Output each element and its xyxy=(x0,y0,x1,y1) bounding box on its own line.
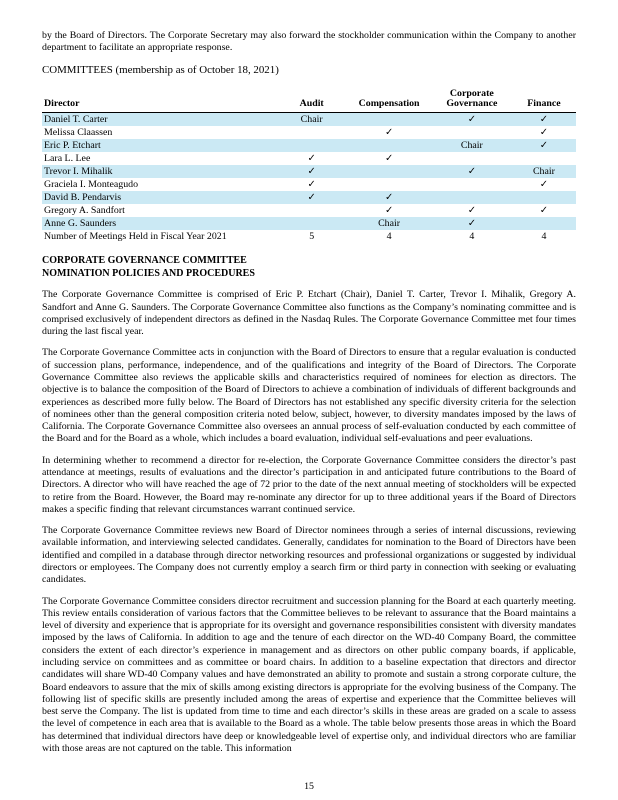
table-row xyxy=(42,113,576,127)
compensation-cell xyxy=(346,178,431,191)
header-audit: Audit xyxy=(277,89,346,113)
governance-cell: Chair xyxy=(460,140,483,152)
compensation-cell: ✓ xyxy=(384,192,394,204)
audit-cell xyxy=(277,139,346,152)
compensation-cell xyxy=(346,139,431,152)
section-heading-line1: CORPORATE GOVERNANCE COMMITTEE xyxy=(42,255,247,267)
section-heading-line2: NOMINATION POLICIES AND PROCEDURES xyxy=(42,267,255,279)
director-name-cell: David B. Pendarvis xyxy=(44,192,122,204)
director-name-cell: Gregory A. Sandfort xyxy=(44,205,125,217)
committees-heading: COMMITTEES (membership as of October 18, 2021) xyxy=(42,63,279,76)
compensation-cell: ✓ xyxy=(384,153,394,165)
meetings-label-cell: Number of Meetings Held in Fiscal Year 2021 xyxy=(44,231,227,243)
header-finance: Finance xyxy=(512,89,576,113)
table-row xyxy=(42,204,576,217)
governance-meetings-cell: 4 xyxy=(469,231,475,243)
finance-cell xyxy=(512,152,576,165)
meetings-row xyxy=(42,230,576,243)
director-name-cell: Lara L. Lee xyxy=(44,153,91,165)
header-governance-line1: Corporate xyxy=(449,87,494,99)
director-name-cell: Daniel T. Carter xyxy=(44,114,108,126)
header-director: Director xyxy=(42,89,277,113)
page-number: 15 xyxy=(304,781,314,792)
table-row xyxy=(42,178,576,191)
audit-cell: ✓ xyxy=(307,179,316,191)
director-name-cell: Anne G. Saunders xyxy=(44,218,117,230)
audit-cell xyxy=(277,204,346,217)
compensation-meetings-cell: 4 xyxy=(386,231,392,243)
paragraph-3: In determining whether to recommend a director for re-election, the Corporate Governance Committee considers the director’s past attendance at meetings, results of evaluations and the director’s participation in and anticipated future contributions to the Board of Directors. A director who will have reached the age of 72 prior to the date of the next annual meeting of stockholders will be expected to retire from the Board. However, the Board may re-nominate any director for up to three additional years if the Board of Directors makes a specific finding that relevant circumstances warrant continued service. xyxy=(42,454,576,515)
compensation-cell xyxy=(346,165,431,178)
director-name-cell: Eric P. Etchart xyxy=(44,140,101,152)
finance-meetings-cell: 4 xyxy=(541,231,547,243)
paragraph-4: The Corporate Governance Committee reviews new Board of Director nominees through a series of internal discussions, reviewing available information, and interviewing selected candidates. Generally, candidates for nomination to the Board of Directors have been identified and compiled in a database through director networking resources and professional organizations or suggested by individual directors or employees. The Company does not currently employ a search firm or third party in connection with seeking or evaluating candidates. xyxy=(42,525,576,586)
finance-cell: ✓ xyxy=(539,127,549,139)
header-corporate-governance xyxy=(432,89,512,113)
table-row xyxy=(42,139,576,152)
paragraph-2: The Corporate Governance Committee acts in conjunction with the Board of Directors to ensure that a regular evaluation is conducted of succession plans, performance, independence, and of the qualifications and integrity of the Board of Directors. The Corporate Governance Committee also reviews the applicable skills and characteristics required of nominees for election as directors. The objective is to balance the composition of the Board of Directors to achieve a combination of individuals of different backgrounds and experiences as described more fully below. The Board of Directors has not established any specific diversity criteria for the selection of nominees other than the general composition criteria noted below, subject, however, to diversity mandates imposed by the laws of California. The Corporate Governance Committee also oversees an annual process of self-evaluation conducted by each committee of the Board and for the Board as a whole, which includes a board evaluation, individual self-evaluations and peer evaluations. xyxy=(42,347,576,445)
table-row xyxy=(42,152,576,165)
governance-cell xyxy=(432,152,512,165)
compensation-cell: ✓ xyxy=(384,205,394,217)
audit-cell xyxy=(277,217,346,230)
finance-cell: ✓ xyxy=(539,114,549,126)
header-compensation: Compensation xyxy=(346,89,431,113)
governance-cell: ✓ xyxy=(467,218,476,230)
director-name-cell: Graciela I. Monteagudo xyxy=(44,179,139,191)
finance-cell: ✓ xyxy=(539,179,549,191)
governance-cell: ✓ xyxy=(467,166,476,178)
intro-paragraph: by the Board of Directors. The Corporate Secretary may also forward the stockholder communication within the Company to another department to facilitate an appropriate response. xyxy=(42,30,576,54)
table-row xyxy=(42,217,576,230)
audit-cell: ✓ xyxy=(307,192,316,204)
director-name-cell: Melissa Claassen xyxy=(44,127,113,139)
table-row xyxy=(42,165,576,178)
governance-cell xyxy=(432,178,512,191)
finance-cell: ✓ xyxy=(539,140,549,152)
audit-cell: ✓ xyxy=(307,153,316,165)
governance-cell: ✓ xyxy=(467,205,476,217)
governance-cell xyxy=(432,126,512,139)
audit-meetings-cell: 5 xyxy=(309,231,315,243)
compensation-cell: Chair xyxy=(378,218,401,230)
section-heading xyxy=(42,255,576,280)
header-governance-line2: Governance xyxy=(446,98,498,110)
table-row xyxy=(42,126,576,139)
finance-cell xyxy=(512,217,576,230)
audit-cell: Chair xyxy=(300,114,323,126)
table-row xyxy=(42,191,576,204)
audit-cell: ✓ xyxy=(307,166,316,178)
audit-cell xyxy=(277,126,346,139)
compensation-cell xyxy=(346,113,431,127)
director-name-cell: Trevor I. Mihalik xyxy=(44,166,113,178)
compensation-cell: ✓ xyxy=(384,127,394,139)
governance-cell: ✓ xyxy=(467,114,476,126)
paragraph-5: The Corporate Governance Committee considers director recruitment and succession planning for the Board at each quarterly meeting. This review entails consideration of various factors that the Committee believes to be relevant to assurance that the Board maintains a level of diversity and experience that is appropriate for its oversight and governance responsibilities consistent with diversity mandates imposed by the laws of California. In addition to age and the tenure of each director on the WD-40 Company Board, the committee considers the extent of each director’s experience in management and as directors on other public company boards, if applicable, including service on committees and as committee or board chairs. In addition to a baseline expectation that directors and director candidates will share WD-40 Company values and have demonstrated an ability to promote and sustain a strong corporate culture, the Board endeavors to assure that the mix of skills among existing directors is appropriate for the evolving business of the Company. The following list of specific skills are presently included among the areas of expertise and experience that the Committee believes will best serve the Company. The list is updated from time to time and each director’s skills in these areas are graded on a scale to assess the level of competence in each area that is available to the Board as a whole. The table below presents those areas in which the Board has determined that individual directors have deep or knowledgeable level of expertise only, and individual directors who are familiar with those areas are not captured on the table. This information xyxy=(42,595,576,754)
committees-table xyxy=(42,89,576,244)
governance-cell xyxy=(432,191,512,204)
finance-cell xyxy=(512,191,576,204)
finance-cell: ✓ xyxy=(539,205,549,217)
finance-cell: Chair xyxy=(532,166,555,178)
paragraph-1: The Corporate Governance Committee is comprised of Eric P. Etchart (Chair), Daniel T. Carter, Trevor I. Mihalik, Gregory A. Sandfort and Anne G. Saunders. The Corporate Governance Committee also functions as the Company’s nominating committee and is comprised exclusively of independent directors as defined in the Nasdaq Rules. The Corporate Governance Committee met four times during the last fiscal year. xyxy=(42,289,576,338)
table-header-row xyxy=(42,89,576,113)
